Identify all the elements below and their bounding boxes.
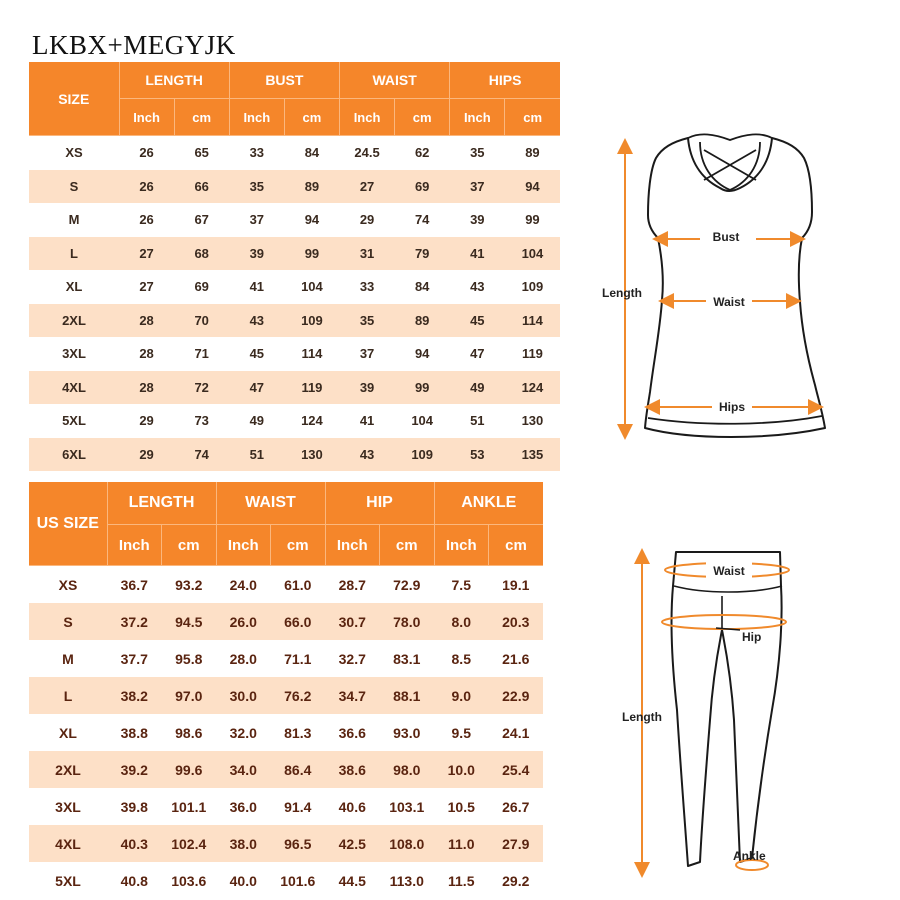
value-cell: 30.0 xyxy=(216,677,271,714)
size-cell: S xyxy=(29,170,119,204)
value-cell: 103.1 xyxy=(380,788,435,825)
value-cell: 26 xyxy=(119,170,174,204)
value-cell: 29 xyxy=(340,203,395,237)
table-row xyxy=(29,566,543,604)
value-cell: 114 xyxy=(284,337,339,371)
unit-cm: cm xyxy=(395,99,450,136)
value-cell: 61.0 xyxy=(271,566,326,604)
value-cell: 94 xyxy=(284,203,339,237)
bust-label: Bust xyxy=(712,230,740,244)
tops-table-body xyxy=(29,136,560,472)
length-label: Length xyxy=(622,710,662,724)
value-cell: 84 xyxy=(284,136,339,170)
value-cell: 81.3 xyxy=(271,714,326,751)
value-cell: 33 xyxy=(340,270,395,304)
table-row xyxy=(29,788,543,825)
value-cell: 38.6 xyxy=(325,751,380,788)
table-row xyxy=(29,304,560,338)
bust-header: BUST xyxy=(229,62,339,99)
table-row xyxy=(29,404,560,438)
value-cell: 43 xyxy=(450,270,505,304)
size-cell: XS xyxy=(29,566,107,604)
value-cell: 11.0 xyxy=(434,825,489,862)
table-row xyxy=(29,640,543,677)
pants-size-table xyxy=(29,482,543,899)
value-cell: 84 xyxy=(395,270,450,304)
value-cell: 22.9 xyxy=(489,677,544,714)
size-cell: XL xyxy=(29,714,107,751)
value-cell: 24.0 xyxy=(216,566,271,604)
value-cell: 124 xyxy=(284,404,339,438)
value-cell: 103.6 xyxy=(162,862,217,899)
unit-inch: Inch xyxy=(325,525,380,566)
size-cell: XS xyxy=(29,136,119,170)
value-cell: 109 xyxy=(505,270,560,304)
hips-label: Hips xyxy=(718,400,746,414)
value-cell: 25.4 xyxy=(489,751,544,788)
value-cell: 39 xyxy=(340,371,395,405)
unit-cm: cm xyxy=(489,525,544,566)
size-cell: XL xyxy=(29,270,119,304)
value-cell: 27 xyxy=(119,237,174,271)
value-cell: 68 xyxy=(174,237,229,271)
unit-inch: Inch xyxy=(434,525,489,566)
ankle-header: ANKLE xyxy=(434,482,543,525)
value-cell: 27 xyxy=(340,170,395,204)
value-cell: 130 xyxy=(505,404,560,438)
size-cell: 2XL xyxy=(29,304,119,338)
brand-title: LKBX+MEGYJK xyxy=(32,30,236,60)
unit-cm: cm xyxy=(271,525,326,566)
value-cell: 29 xyxy=(119,404,174,438)
hip-header: HIP xyxy=(325,482,434,525)
table-row xyxy=(29,751,543,788)
table-row xyxy=(29,203,560,237)
value-cell: 74 xyxy=(395,203,450,237)
size-cell: M xyxy=(29,203,119,237)
size-cell: 5XL xyxy=(29,862,107,899)
value-cell: 101.6 xyxy=(271,862,326,899)
value-cell: 32.7 xyxy=(325,640,380,677)
value-cell: 40.3 xyxy=(107,825,162,862)
value-cell: 20.3 xyxy=(489,603,544,640)
unit-cm: cm xyxy=(284,99,339,136)
value-cell: 37.7 xyxy=(107,640,162,677)
value-cell: 88.1 xyxy=(380,677,435,714)
value-cell: 9.5 xyxy=(434,714,489,751)
value-cell: 10.5 xyxy=(434,788,489,825)
value-cell: 93.0 xyxy=(380,714,435,751)
value-cell: 34.7 xyxy=(325,677,380,714)
length-header: LENGTH xyxy=(119,62,229,99)
value-cell: 37.2 xyxy=(107,603,162,640)
tops-size-table xyxy=(29,62,560,471)
value-cell: 130 xyxy=(284,438,339,472)
value-cell: 76.2 xyxy=(271,677,326,714)
table-row xyxy=(29,136,560,170)
value-cell: 37 xyxy=(450,170,505,204)
value-cell: 32.0 xyxy=(216,714,271,751)
value-cell: 83.1 xyxy=(380,640,435,677)
size-cell: S xyxy=(29,603,107,640)
value-cell: 96.5 xyxy=(271,825,326,862)
value-cell: 40.6 xyxy=(325,788,380,825)
table-row xyxy=(29,603,543,640)
value-cell: 109 xyxy=(395,438,450,472)
value-cell: 71 xyxy=(174,337,229,371)
tank-top-outline xyxy=(645,138,825,437)
value-cell: 94 xyxy=(395,337,450,371)
value-cell: 29 xyxy=(119,438,174,472)
unit-cm: cm xyxy=(505,99,560,136)
value-cell: 94.5 xyxy=(162,603,217,640)
value-cell: 21.6 xyxy=(489,640,544,677)
unit-cm: cm xyxy=(380,525,435,566)
value-cell: 24.5 xyxy=(340,136,395,170)
value-cell: 45 xyxy=(229,337,284,371)
table-row xyxy=(29,862,543,899)
value-cell: 36.7 xyxy=(107,566,162,604)
value-cell: 104 xyxy=(505,237,560,271)
value-cell: 98.6 xyxy=(162,714,217,751)
value-cell: 99 xyxy=(284,237,339,271)
value-cell: 28.7 xyxy=(325,566,380,604)
size-header: SIZE xyxy=(29,62,119,136)
value-cell: 113.0 xyxy=(380,862,435,899)
value-cell: 39.2 xyxy=(107,751,162,788)
unit-inch: Inch xyxy=(216,525,271,566)
length-header: LENGTH xyxy=(107,482,216,525)
length-label: Length xyxy=(602,286,642,300)
size-cell: 2XL xyxy=(29,751,107,788)
value-cell: 35 xyxy=(340,304,395,338)
unit-inch: Inch xyxy=(450,99,505,136)
value-cell: 66 xyxy=(174,170,229,204)
unit-cm: cm xyxy=(174,99,229,136)
waist-header: WAIST xyxy=(340,62,450,99)
value-cell: 51 xyxy=(450,404,505,438)
value-cell: 69 xyxy=(395,170,450,204)
value-cell: 34.0 xyxy=(216,751,271,788)
value-cell: 104 xyxy=(395,404,450,438)
value-cell: 49 xyxy=(229,404,284,438)
value-cell: 79 xyxy=(395,237,450,271)
value-cell: 71.1 xyxy=(271,640,326,677)
value-cell: 43 xyxy=(340,438,395,472)
value-cell: 99.6 xyxy=(162,751,217,788)
waist-label: Waist xyxy=(713,295,745,309)
value-cell: 42.5 xyxy=(325,825,380,862)
table-row xyxy=(29,438,560,472)
value-cell: 24.1 xyxy=(489,714,544,751)
value-cell: 78.0 xyxy=(380,603,435,640)
value-cell: 109 xyxy=(284,304,339,338)
value-cell: 38.8 xyxy=(107,714,162,751)
value-cell: 99 xyxy=(395,371,450,405)
value-cell: 27.9 xyxy=(489,825,544,862)
leggings-outline xyxy=(672,552,782,866)
unit-inch: Inch xyxy=(107,525,162,566)
value-cell: 43 xyxy=(229,304,284,338)
value-cell: 86.4 xyxy=(271,751,326,788)
value-cell: 39 xyxy=(450,203,505,237)
value-cell: 41 xyxy=(229,270,284,304)
value-cell: 93.2 xyxy=(162,566,217,604)
value-cell: 104 xyxy=(284,270,339,304)
value-cell: 47 xyxy=(229,371,284,405)
value-cell: 44.5 xyxy=(325,862,380,899)
value-cell: 33 xyxy=(229,136,284,170)
value-cell: 66.0 xyxy=(271,603,326,640)
size-cell: 6XL xyxy=(29,438,119,472)
value-cell: 70 xyxy=(174,304,229,338)
value-cell: 101.1 xyxy=(162,788,217,825)
value-cell: 72 xyxy=(174,371,229,405)
unit-inch: Inch xyxy=(340,99,395,136)
value-cell: 114 xyxy=(505,304,560,338)
size-cell: 5XL xyxy=(29,404,119,438)
table-row xyxy=(29,237,560,271)
value-cell: 38.2 xyxy=(107,677,162,714)
value-cell: 11.5 xyxy=(434,862,489,899)
table-row xyxy=(29,337,560,371)
value-cell: 51 xyxy=(229,438,284,472)
value-cell: 39.8 xyxy=(107,788,162,825)
value-cell: 47 xyxy=(450,337,505,371)
value-cell: 124 xyxy=(505,371,560,405)
value-cell: 49 xyxy=(450,371,505,405)
value-cell: 94 xyxy=(505,170,560,204)
value-cell: 28.0 xyxy=(216,640,271,677)
unit-inch: Inch xyxy=(229,99,284,136)
size-cell: L xyxy=(29,677,107,714)
size-cell: L xyxy=(29,237,119,271)
value-cell: 62 xyxy=(395,136,450,170)
waist-label: Waist xyxy=(713,564,745,578)
value-cell: 35 xyxy=(450,136,505,170)
value-cell: 40.8 xyxy=(107,862,162,899)
value-cell: 38.0 xyxy=(216,825,271,862)
value-cell: 74 xyxy=(174,438,229,472)
value-cell: 26.7 xyxy=(489,788,544,825)
value-cell: 108.0 xyxy=(380,825,435,862)
value-cell: 7.5 xyxy=(434,566,489,604)
value-cell: 69 xyxy=(174,270,229,304)
value-cell: 89 xyxy=(395,304,450,338)
value-cell: 35 xyxy=(229,170,284,204)
value-cell: 73 xyxy=(174,404,229,438)
value-cell: 95.8 xyxy=(162,640,217,677)
value-cell: 89 xyxy=(505,136,560,170)
table-row xyxy=(29,714,543,751)
value-cell: 135 xyxy=(505,438,560,472)
unit-inch: Inch xyxy=(119,99,174,136)
value-cell: 31 xyxy=(340,237,395,271)
value-cell: 28 xyxy=(119,304,174,338)
table-row xyxy=(29,825,543,862)
value-cell: 99 xyxy=(505,203,560,237)
value-cell: 8.5 xyxy=(434,640,489,677)
unit-cm: cm xyxy=(162,525,217,566)
value-cell: 29.2 xyxy=(489,862,544,899)
leggings-diagram xyxy=(600,540,820,880)
hip-label: Hip xyxy=(742,630,762,644)
pants-table-body xyxy=(29,566,543,900)
value-cell: 26 xyxy=(119,203,174,237)
value-cell: 98.0 xyxy=(380,751,435,788)
waist-header: WAIST xyxy=(216,482,325,525)
value-cell: 65 xyxy=(174,136,229,170)
value-cell: 102.4 xyxy=(162,825,217,862)
value-cell: 26.0 xyxy=(216,603,271,640)
value-cell: 119 xyxy=(505,337,560,371)
size-cell: 4XL xyxy=(29,371,119,405)
size-cell: 3XL xyxy=(29,337,119,371)
value-cell: 72.9 xyxy=(380,566,435,604)
value-cell: 8.0 xyxy=(434,603,489,640)
us-size-header: US SIZE xyxy=(29,482,107,566)
value-cell: 36.6 xyxy=(325,714,380,751)
table-row xyxy=(29,677,543,714)
value-cell: 119 xyxy=(284,371,339,405)
table-row xyxy=(29,371,560,405)
value-cell: 97.0 xyxy=(162,677,217,714)
value-cell: 28 xyxy=(119,337,174,371)
value-cell: 19.1 xyxy=(489,566,544,604)
value-cell: 30.7 xyxy=(325,603,380,640)
value-cell: 41 xyxy=(450,237,505,271)
value-cell: 10.0 xyxy=(434,751,489,788)
value-cell: 45 xyxy=(450,304,505,338)
value-cell: 9.0 xyxy=(434,677,489,714)
size-cell: 4XL xyxy=(29,825,107,862)
table-row xyxy=(29,170,560,204)
value-cell: 27 xyxy=(119,270,174,304)
value-cell: 41 xyxy=(340,404,395,438)
size-cell: 3XL xyxy=(29,788,107,825)
value-cell: 53 xyxy=(450,438,505,472)
tank-top-diagram xyxy=(590,120,850,460)
value-cell: 36.0 xyxy=(216,788,271,825)
value-cell: 28 xyxy=(119,371,174,405)
size-cell: M xyxy=(29,640,107,677)
hips-header: HIPS xyxy=(450,62,560,99)
value-cell: 39 xyxy=(229,237,284,271)
value-cell: 37 xyxy=(340,337,395,371)
value-cell: 67 xyxy=(174,203,229,237)
table-row xyxy=(29,270,560,304)
value-cell: 26 xyxy=(119,136,174,170)
value-cell: 89 xyxy=(284,170,339,204)
value-cell: 40.0 xyxy=(216,862,271,899)
value-cell: 91.4 xyxy=(271,788,326,825)
ankle-label: Ankle xyxy=(733,849,766,863)
value-cell: 37 xyxy=(229,203,284,237)
